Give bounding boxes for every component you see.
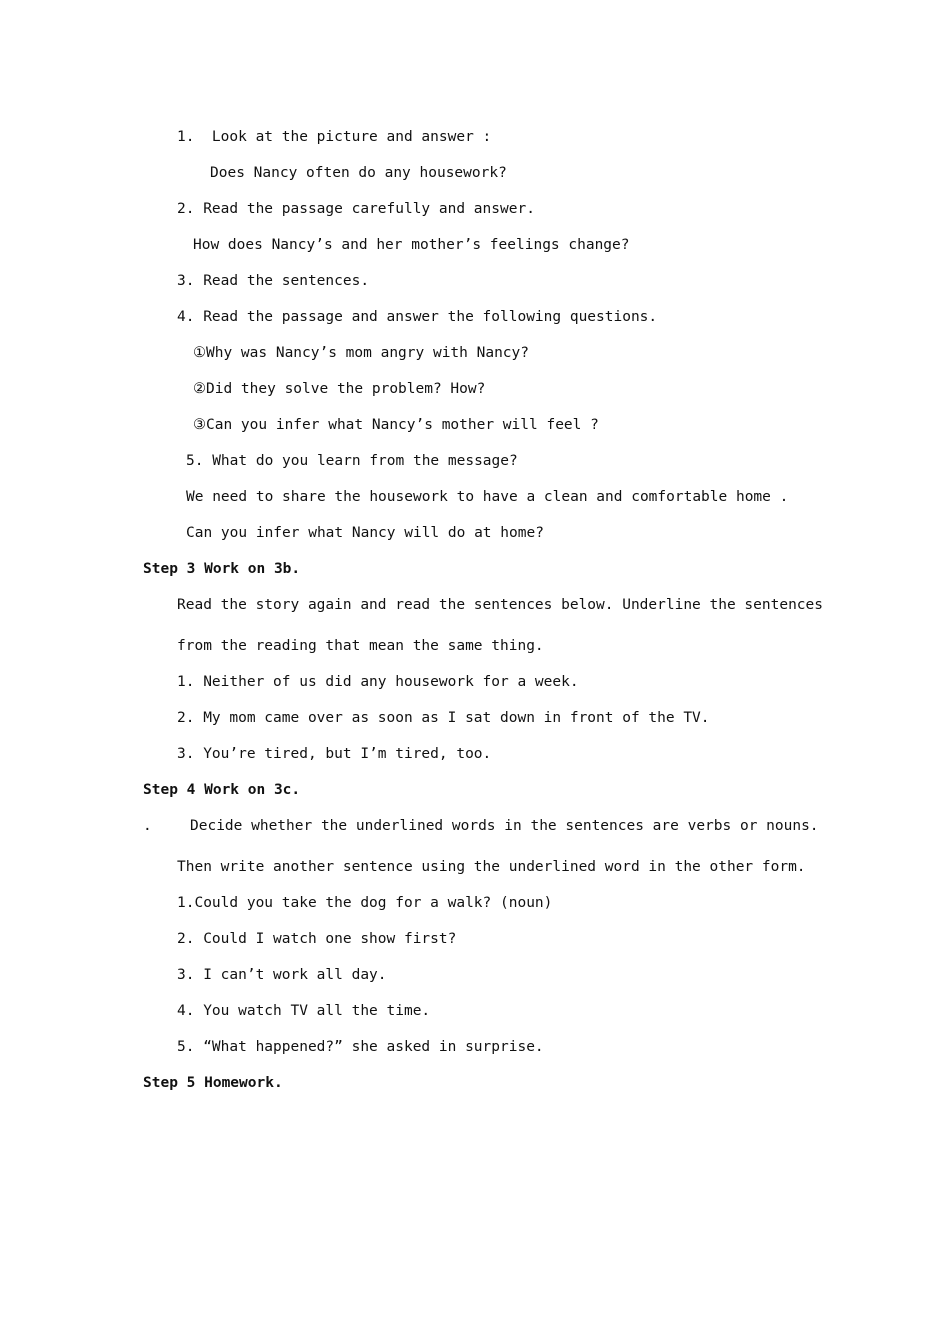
step3-instruction-1: Read the story again and read the sentences below. Underline the sentences xyxy=(177,597,824,613)
step3-item-2: 2. My mom came over as soon as I sat down in front of the TV. xyxy=(177,710,710,726)
question-5-followup: Can you infer what Nancy will do at home? xyxy=(186,525,544,541)
question-4: 4. Read the passage and answer the following questions. xyxy=(177,309,658,325)
question-1-detail: Does Nancy often do any housework? xyxy=(210,165,507,181)
question-4-sub-3: ③Can you infer what Nancy’s mother will feel ? xyxy=(193,417,599,433)
step4-item-2: 2. Could I watch one show first? xyxy=(177,931,457,947)
step4-bullet: . xyxy=(143,818,152,834)
step4-item-5: 5. “What happened?” she asked in surprise. xyxy=(177,1039,544,1055)
step3-item-3: 3. You’re tired, but I’m tired, too. xyxy=(177,746,492,762)
question-2: 2. Read the passage carefully and answer. xyxy=(177,201,535,217)
question-5-answer: We need to share the housework to have a clean and comfortable home . xyxy=(186,489,789,505)
step3-item-1: 1. Neither of us did any housework for a week. xyxy=(177,674,579,690)
step4-item-3: 3. I can’t work all day. xyxy=(177,967,387,983)
step3-instruction-2: from the reading that mean the same thing. xyxy=(177,638,544,654)
question-1: 1. Look at the picture and answer : xyxy=(177,129,492,145)
question-5: 5. What do you learn from the message? xyxy=(186,453,518,469)
question-3: 3. Read the sentences. xyxy=(177,273,370,289)
step5-heading: Step 5 Homework. xyxy=(143,1075,283,1091)
step4-instruction-1: Decide whether the underlined words in the sentences are verbs or nouns. xyxy=(190,818,819,834)
step4-heading: Step 4 Work on 3c. xyxy=(143,782,301,798)
step3-heading: Step 3 Work on 3b. xyxy=(143,561,301,577)
question-4-sub-1: ①Why was Nancy’s mom angry with Nancy? xyxy=(193,345,529,361)
step4-item-4: 4. You watch TV all the time. xyxy=(177,1003,431,1019)
step4-instruction-2: Then write another sentence using the underlined word in the other form. xyxy=(177,859,806,875)
step4-item-1: 1.Could you take the dog for a walk? (noun) xyxy=(177,895,553,911)
question-2-detail: How does Nancy’s and her mother’s feelings change? xyxy=(193,237,630,253)
question-4-sub-2: ②Did they solve the problem? How? xyxy=(193,381,486,397)
